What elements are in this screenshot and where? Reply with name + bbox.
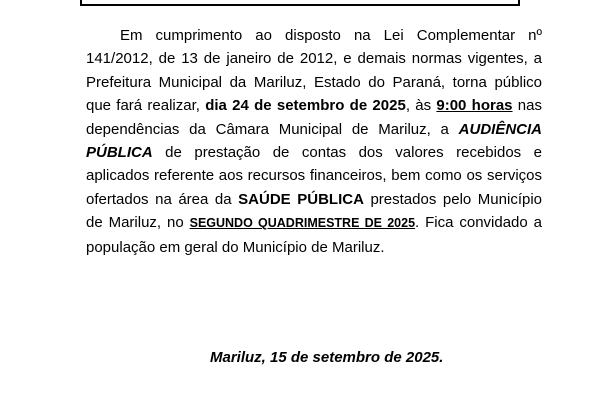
event-name: AUDIÊNCIA PÚBLICA bbox=[86, 120, 542, 162]
hearing-date: dia 24 de setembro de 2025 bbox=[205, 97, 406, 115]
closing-place-date: Mariluz, 15 de setembro de 2025. bbox=[210, 349, 444, 366]
notice-paragraph bbox=[86, 24, 542, 259]
notice-text-intro: Em cumprimento ao disposto na Lei Complementar nº 141/2012, de 13 de janeiro de 2012, e demais normas vigentes, a Prefeitura Municipal da Mariluz, Estado do Paraná, torna público que fará realizar, bbox=[86, 27, 542, 115]
header-border-box bbox=[80, 0, 520, 6]
notice-text-purpose: de prestação de contas dos valores recebidos e aplicados referente aos recursos financeiros, bem como os serviços ofertados na área da bbox=[86, 144, 542, 208]
notice-text-invitation: . Fica convidado a população em geral do Município de Mariluz. bbox=[86, 214, 542, 256]
reporting-period: SEGUNDO QUADRIMESTRE DE 2025 bbox=[189, 216, 416, 231]
notice-text-time-prefix: , às bbox=[405, 97, 437, 115]
health-area: SAÚDE PÚBLICA bbox=[238, 190, 364, 208]
notice-body bbox=[86, 24, 542, 259]
hearing-time: 9:00 horas bbox=[436, 97, 513, 115]
notice-text-provider: prestados pelo Município de Mariluz, no bbox=[86, 190, 543, 232]
notice-text-location: nas dependências da Câmara Municipal de Mariluz, a bbox=[86, 97, 542, 138]
